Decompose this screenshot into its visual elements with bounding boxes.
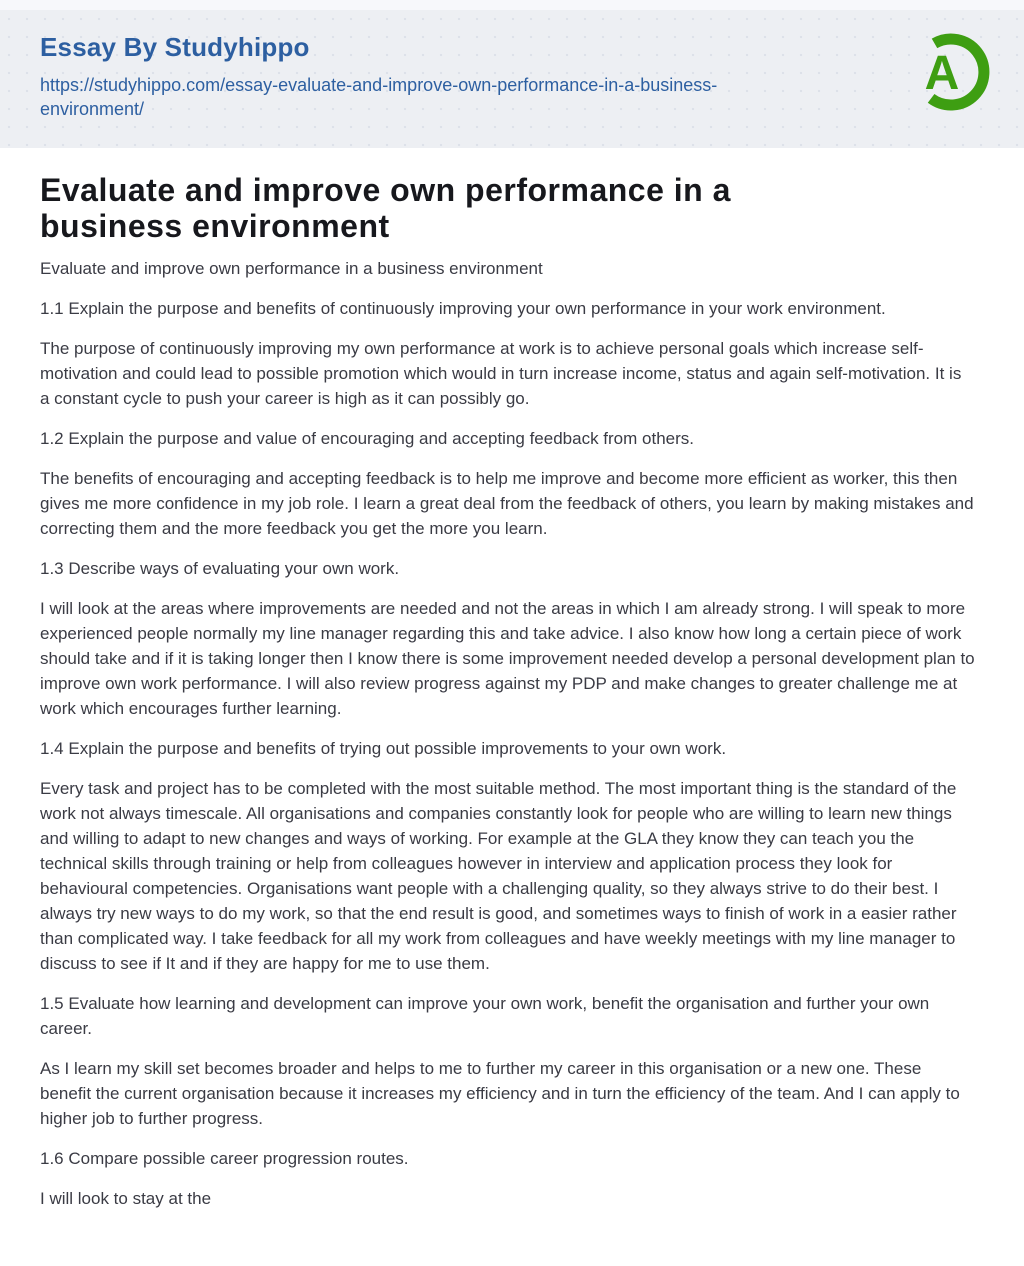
site-title: Essay By Studyhippo — [40, 32, 310, 62]
article-title: Evaluate and improve own performance in a business environment — [40, 172, 731, 244]
site-header — [0, 10, 1024, 148]
page-url-line-2: environment/ — [40, 99, 145, 119]
answer-1-3: I will look at the areas where improvements are needed and not the areas in which I am already strong. I will speak to more experienced people normally my line manager regarding this and take advice. I also know how long a certain piece of work should take and if it is taking longer then I know there is some improvement needed develop a personal development plan to improve own work performance. I will also review progress against my PDP and make changes to greater challenge me at work which encourages further learning. — [40, 599, 975, 718]
logo-letter: A — [924, 47, 960, 100]
studyhippo-logo — [906, 27, 990, 122]
question-1-5: 1.5 Evaluate how learning and development can improve your own work, benefit the organisation and further your own career. — [40, 994, 930, 1038]
question-1-6: 1.6 Compare possible career progression routes. — [40, 1149, 409, 1168]
question-1-4: 1.4 Explain the purpose and benefits of trying out possible improvements to your own work. — [40, 739, 727, 758]
page-top-strip — [0, 0, 1024, 10]
answer-1-2: The benefits of encouraging and accepting feedback is to help me improve and become more efficient as worker, this then gives me more confidence in my job role. I learn a great deal from the feedback of others, you learn by making mistakes and correcting them and the more feedback you get the more you learn. — [40, 469, 974, 538]
essay-content — [0, 148, 1024, 1211]
answer-1-5: As I learn my skill set becomes broader and helps to me to further my career in this organisation or a new one. These benefit the current organisation because it increases my efficiency and in turn the efficiency of the team. And I can apply to higher job to further progress. — [40, 1059, 960, 1128]
answer-1-4: Every task and project has to be completed with the most suitable method. The most important thing is the standard of the work not always timescale. All organisations and companies constantly look for people who are willing to learn new things and willing to adapt to new changes and ways of working. For example at the GLA they know they can teach you the technical skills through training or help from colleagues however in interview and application process they look for behavioural competencies. Organisations want people with a challenging quality, so they always strive to do their best. I always try new ways to do my work, so that the end result is good, and sometimes ways to finish of work in a easier rather than complicated way. I take feedback for all my work from colleagues and have weekly meetings with my line manager to discuss to see if It and if they are happy for me to use them. — [40, 779, 957, 973]
subtitle-paragraph: Evaluate and improve own performance in a business environment — [40, 259, 543, 278]
page-url-line-1: https://studyhippo.com/essay-evaluate-and-improve-own-performance-in-a-business- — [40, 75, 718, 95]
answer-1-6: I will look to stay at the — [40, 1189, 212, 1208]
header-text-block — [40, 10, 717, 121]
answer-1-1: The purpose of continuously improving my own performance at work is to achieve personal goals which increase self-motivation and could lead to possible promotion which would in turn increase income, status and again self-motivation. It is a constant cycle to push your career is high as it can possibly go. — [40, 339, 962, 408]
question-1-1: 1.1 Explain the purpose and benefits of continuously improving your own performance in your work environment. — [40, 299, 886, 318]
page-url-link[interactable] — [40, 73, 717, 121]
question-1-2: 1.2 Explain the purpose and value of encouraging and accepting feedback from others. — [40, 429, 694, 448]
question-1-3: 1.3 Describe ways of evaluating your own work. — [40, 559, 400, 578]
